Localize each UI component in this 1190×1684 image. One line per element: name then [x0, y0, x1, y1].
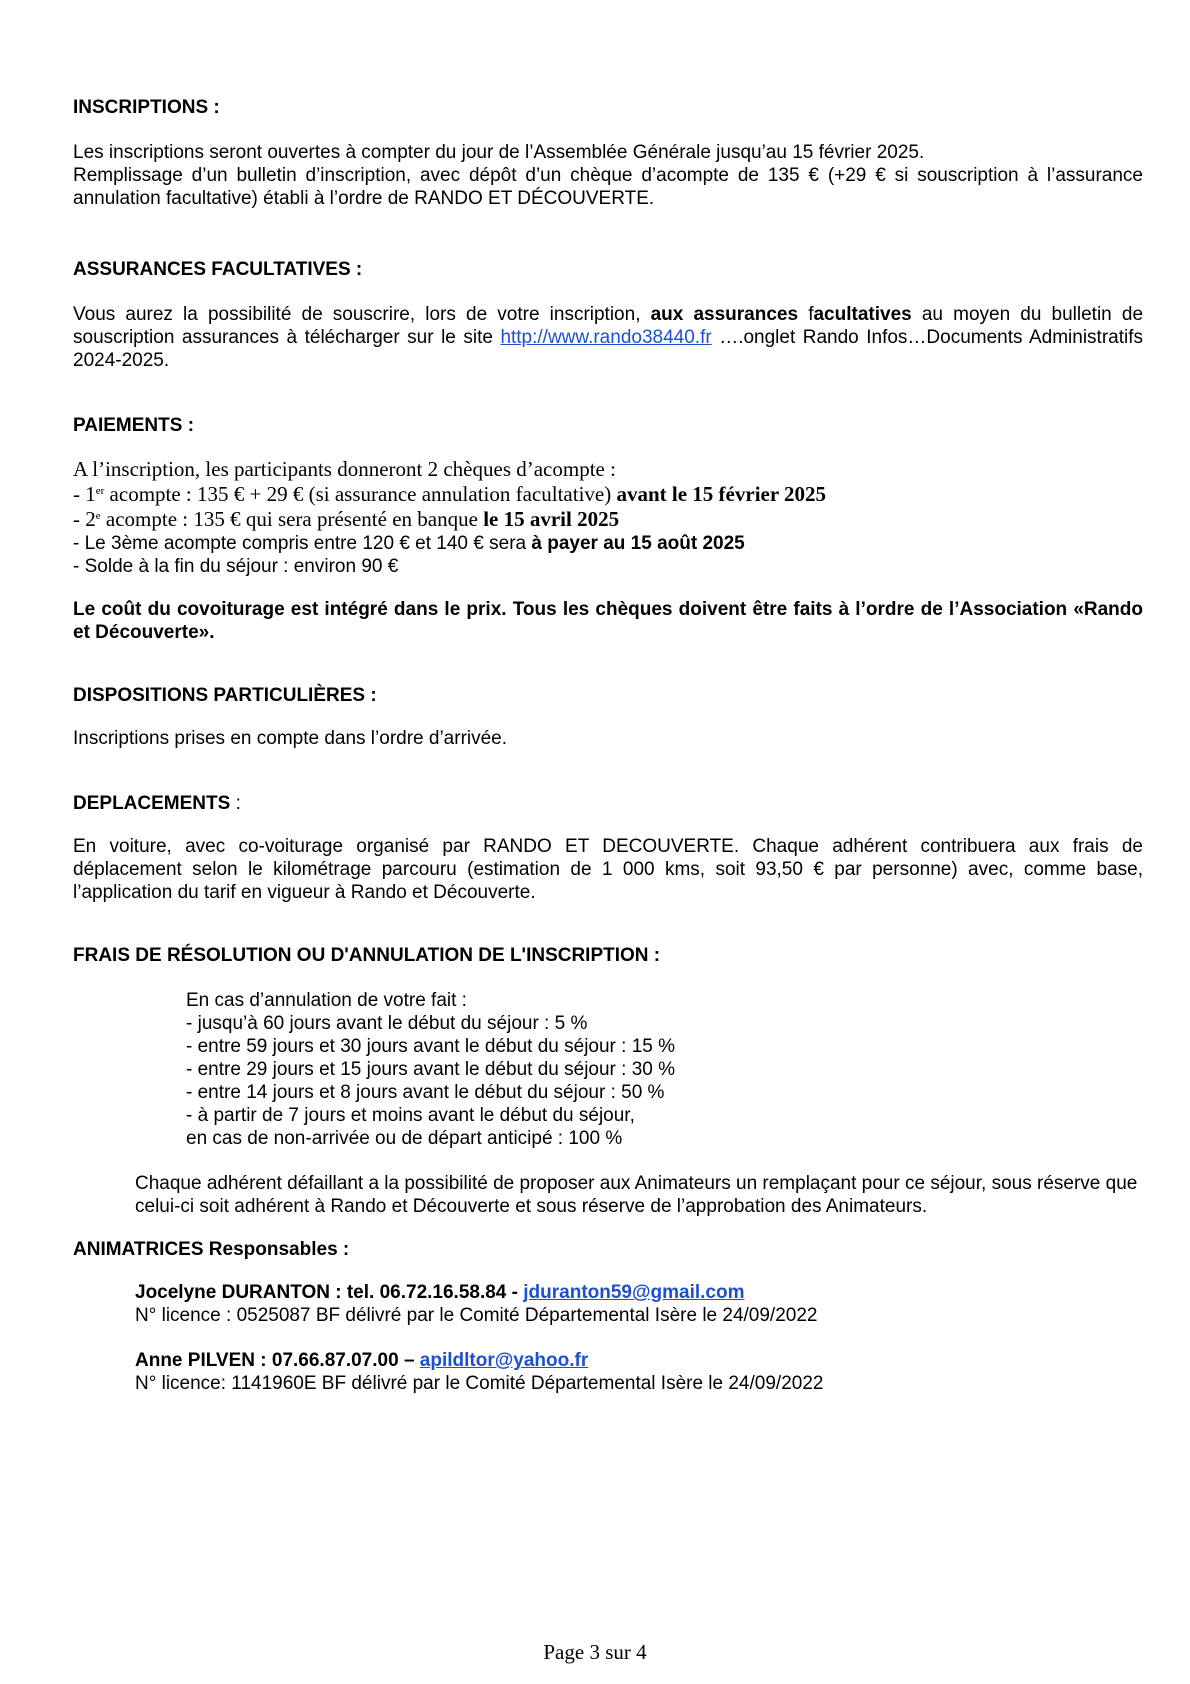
document-page — [73, 96, 1143, 1395]
paiements-acompte-1: - 1er acompte : 135 € + 29 € (si assurance annulation facultative) avant le 15 février 2025 — [73, 482, 827, 506]
dispositions-heading: DISPOSITIONS PARTICULIÈRES : — [73, 685, 377, 706]
annulation-line: - jusqu’à 60 jours avant le début du séjour : 5 % — [186, 1013, 588, 1034]
annulation-line: - entre 59 jours et 30 jours avant le début du séjour : 15 % — [186, 1036, 676, 1057]
dispositions-text: Inscriptions prises en compte dans l’ordre d’arrivée. — [73, 728, 508, 749]
animatrice-2-email-link[interactable]: apildltor@yahoo.fr — [419, 1350, 589, 1371]
animatrice-1 — [135, 1281, 1143, 1327]
animatrice-1-contact: Jocelyne DURANTON : tel. 06.72.16.58.84 - jduranton59@gmail.com — [135, 1282, 745, 1303]
animatrice-1-email-link[interactable]: jduranton59@gmail.com — [523, 1282, 745, 1303]
animatrice-2-licence: N° licence: 1141960E BF délivré par le Comité Départemental Isère le 24/09/2022 — [135, 1373, 824, 1394]
assurances-paragraph: Vous aurez la possibilité de souscrire, lors de votre inscription, aux assurances facultatives au moyen du bulletin de souscription assurances à télécharger sur le site http://www.rando38440.fr ….onglet Rando Infos…Documents Administratifs 2024-2025. — [73, 304, 1144, 371]
paiements-acompte-2: - 2e acompte : 135 € qui sera présenté en banque le 15 avril 2025 — [73, 507, 620, 531]
annulation-line: en cas de non-arrivée ou de départ anticipé : 100 % — [186, 1128, 623, 1149]
frais-heading: FRAIS DE RÉSOLUTION OU D'ANNULATION DE L'INSCRIPTION : — [73, 945, 661, 966]
animatrice-1-licence: N° licence : 0525087 BF délivré par le Comité Départemental Isère le 24/09/2022 — [135, 1305, 818, 1326]
annulation-line: - à partir de 7 jours et moins avant le début du séjour, — [186, 1105, 635, 1126]
inscriptions-line1: Les inscriptions seront ouvertes à compter du jour de l’Assemblée Générale jusqu’au 15 février 2025. — [73, 142, 925, 163]
paiements-solde: - Solde à la fin du séjour : environ 90 € — [73, 556, 399, 577]
remplacant-text: Chaque adhérent défaillant a la possibilité de proposer aux Animateurs un remplaçant pour ce séjour, sous réserve que celui-ci soit adhérent à Rando et Découverte et sous réserve de l’approbation des Animateurs. — [135, 1173, 1138, 1217]
paiements-heading: PAIEMENTS : — [73, 415, 195, 436]
annulation-line: - entre 29 jours et 15 jours avant le début du séjour : 30 % — [186, 1059, 676, 1080]
animatrice-2 — [135, 1349, 1143, 1395]
assurances-heading: ASSURANCES FACULTATIVES : — [73, 259, 363, 280]
annulation-line: En cas d’annulation de votre fait : — [186, 990, 467, 1011]
paiements-intro: A l’inscription, les participants donneront 2 chèques d’acompte : — [73, 457, 616, 481]
page-number: Page 3 sur 4 — [543, 1640, 647, 1664]
deplacements-heading: DEPLACEMENTS : — [73, 793, 241, 814]
inscriptions-heading: INSCRIPTIONS : — [73, 97, 220, 118]
annulation-list — [186, 989, 1143, 1150]
deplacements-text: En voiture, avec co-voiturage organisé par RANDO ET DECOUVERTE. Chaque adhérent contribuera aux frais de déplacement selon le kilométrage parcouru (estimation de 1 000 kms, soit 93,50 € par personne) avec, comme base, l’application du tarif en vigueur à Rando et Découverte. — [73, 836, 1143, 903]
rando-website-link[interactable]: http://www.rando38440.fr — [500, 327, 712, 348]
paiements-note: Le coût du covoiturage est intégré dans le prix. Tous les chèques doivent être faits à l’ordre de l’Association «Rando et Découverte». — [73, 599, 1143, 643]
inscriptions-line2: Remplissage d’un bulletin d’inscription, avec dépôt d’un chèque d’acompte de 135 € (+29 € si souscription à l’assurance annulation facultative) établi à l’ordre de RANDO ET DÉCOUVERTE. — [73, 165, 1143, 209]
paiements-acompte-3: - Le 3ème acompte compris entre 120 € et 140 € sera à payer au 15 août 2025 — [73, 533, 745, 554]
animatrices-heading: ANIMATRICES Responsables : — [73, 1239, 350, 1260]
annulation-line: - entre 14 jours et 8 jours avant le début du séjour : 50 % — [186, 1082, 665, 1103]
animatrice-2-contact: Anne PILVEN : 07.66.87.07.00 – apildltor@yahoo.fr — [135, 1350, 589, 1371]
